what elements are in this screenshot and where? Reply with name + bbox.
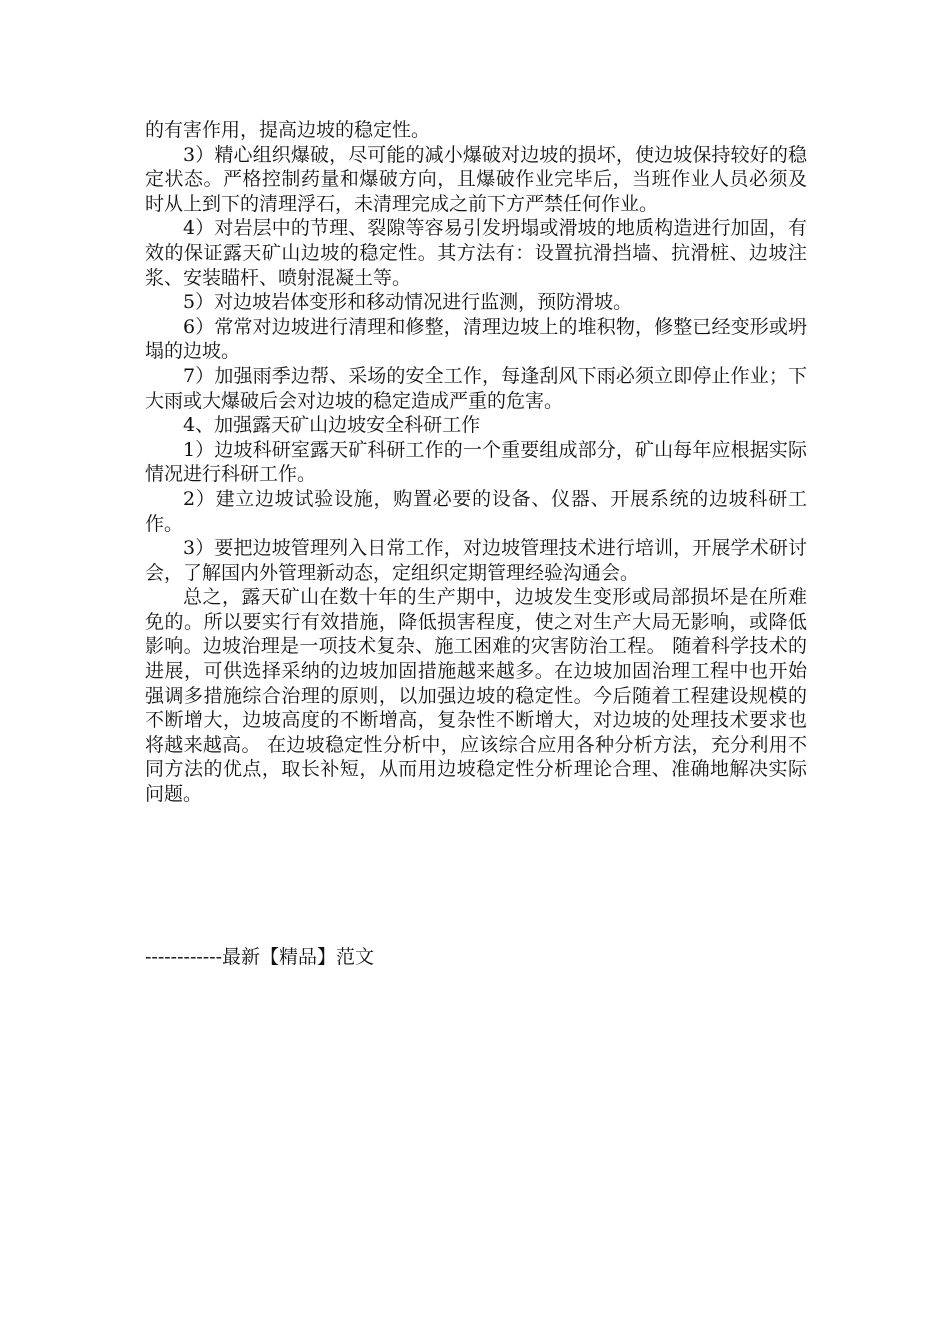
document-body — [145, 118, 807, 807]
paragraph-item-4-reinforcement: 4）对岩层中的节理、裂隙等容易引发坍塌或滑坡的地质构造进行加固，有效的保证露天矿山边坡的稳定性。其方法有：设置抗滑挡墙、抗滑桩、边坡注浆、安装瞄杆、喷射混凝土等。 — [145, 217, 807, 289]
paragraph-research-3: 3）要把边坡管理列入日常工作，对边坡管理技术进行培训，开展学术研讨会，了解国内外管理新动态，定组织定期管理经验沟通会。 — [145, 537, 807, 584]
paragraph-item-3-blasting: 3）精心组织爆破，尽可能的减小爆破对边坡的损坏，使边坡保持较好的稳定状态。严格控制药量和爆破方向，且爆破作业完毕后，当班作业人员必须及时从上到下的清理浮石，未清理完成之前下方严禁任何作业。 — [145, 143, 807, 215]
document-footer: ------------最新【精品】范文 — [145, 946, 375, 968]
paragraph-item-5-monitoring: 5）对边坡岩体变形和移动情况进行监测，预防滑坡。 — [183, 291, 633, 314]
paragraph-item-6-cleaning: 6）常常对边坡进行清理和修整，清理边坡上的堆积物，修整已经变形或坍塌的边坡。 — [145, 315, 807, 363]
paragraph-research-2: 2）建立边坡试验设施，购置必要的设备、仪器、开展系统的边坡科研工作。 — [145, 487, 807, 535]
paragraph-conclusion: 总之，露天矿山在数十年的生产期中，边坡发生变形或局部损坏是在所难免的。所以要实行有效措施，降低损害程度，使之对生产大局无影响，或降低影响。边坡治理是一项技术复杂、施工困难的灾害防治工程。 随着科学技术的进展，可供选择采纳的边坡加固措施越来越多。在边坡加固治理工程中也开始强调多措施综合治理的原则，以加强边坡的稳定性。今后随着工程建设规模的不断增大，边坡高度的不断增高，复杂性不断增大，对边坡的处理技术要求也将越来越高。 在边坡稳定性分析中，应该综合应用各种分析方法，充分利用不同方法的优点，取长补短，从而用边坡稳定性分析理论合理、准确地解决实际问题。 — [145, 586, 807, 806]
section-heading-research: 4、加强露天矿山边坡安全科研工作 — [183, 414, 481, 437]
paragraph-item-7-rainy-season: 7）加强雨季边帮、采场的安全工作，每逢刮风下雨必须立即停止作业；下大雨或大爆破后会对边坡的稳定造成严重的危害。 — [145, 364, 807, 412]
paragraph-continuation: 的有害作用，提高边坡的稳定性。 — [145, 119, 431, 141]
paragraph-research-1: 1）边坡科研室露天矿科研工作的一个重要组成部分，矿山每年应根据实际情况进行科研工作。 — [145, 438, 807, 486]
